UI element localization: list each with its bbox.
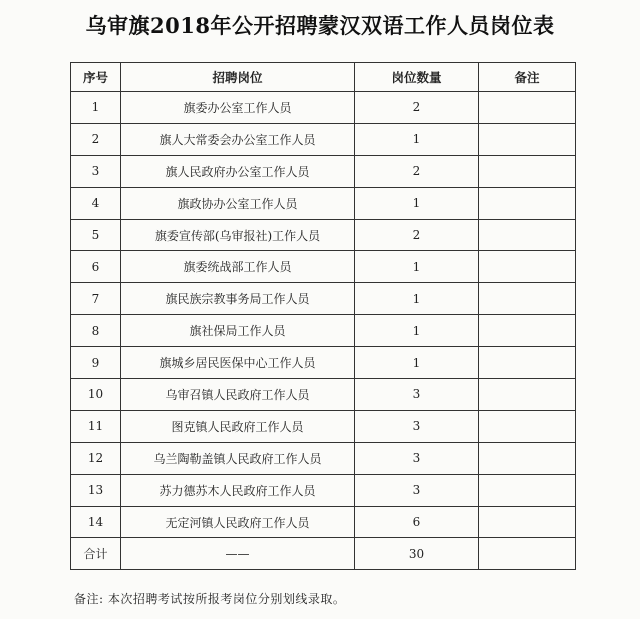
row-count: 1 — [355, 347, 479, 379]
row-position: 旗政协办公室工作人员 — [121, 187, 355, 219]
footnote: 备注: 本次招聘考试按所报考岗位分别划线录取。 — [74, 592, 346, 606]
row-count: 1 — [355, 187, 479, 219]
table-row — [71, 283, 576, 315]
row-index: 10 — [71, 379, 121, 411]
row-position: 旗民族宗教事务局工作人员 — [121, 283, 355, 315]
row-remarks — [479, 379, 576, 411]
total-row — [71, 538, 576, 570]
row-position: 无定河镇人民政府工作人员 — [121, 506, 355, 538]
total-remarks — [479, 538, 576, 570]
header-count: 岗位数量 — [355, 63, 479, 92]
row-position: 旗人民政府办公室工作人员 — [121, 155, 355, 187]
positions-table — [70, 62, 576, 570]
row-count: 3 — [355, 442, 479, 474]
table-row — [71, 123, 576, 155]
table-row — [71, 315, 576, 347]
row-position: 乌审召镇人民政府工作人员 — [121, 379, 355, 411]
table-row — [71, 219, 576, 251]
total-label: 合计 — [71, 538, 121, 570]
row-count: 1 — [355, 251, 479, 283]
header-position: 招聘岗位 — [121, 63, 355, 92]
row-remarks — [479, 283, 576, 315]
row-count: 3 — [355, 474, 479, 506]
row-count: 2 — [355, 155, 479, 187]
row-index: 9 — [71, 347, 121, 379]
row-index: 5 — [71, 219, 121, 251]
table-header-row — [71, 63, 576, 92]
header-remarks: 备注 — [479, 63, 576, 92]
row-index: 8 — [71, 315, 121, 347]
row-count: 3 — [355, 379, 479, 411]
row-index: 1 — [71, 92, 121, 124]
table-row — [71, 155, 576, 187]
table-row — [71, 92, 576, 124]
table-row — [71, 410, 576, 442]
row-count: 1 — [355, 123, 479, 155]
row-count: 2 — [355, 219, 479, 251]
table-body — [71, 92, 576, 570]
row-position: 旗委宣传部(乌审报社)工作人员 — [121, 219, 355, 251]
row-remarks — [479, 474, 576, 506]
row-remarks — [479, 155, 576, 187]
row-position: 旗城乡居民医保中心工作人员 — [121, 347, 355, 379]
row-count: 6 — [355, 506, 479, 538]
table-row — [71, 347, 576, 379]
row-remarks — [479, 123, 576, 155]
row-count: 1 — [355, 315, 479, 347]
table-row — [71, 187, 576, 219]
row-position: 图克镇人民政府工作人员 — [121, 410, 355, 442]
row-remarks — [479, 92, 576, 124]
row-index: 12 — [71, 442, 121, 474]
row-position: 乌兰陶勒盖镇人民政府工作人员 — [121, 442, 355, 474]
row-index: 3 — [71, 155, 121, 187]
row-count: 1 — [355, 283, 479, 315]
table-row — [71, 379, 576, 411]
total-position: —— — [121, 538, 355, 570]
table-row — [71, 474, 576, 506]
row-index: 11 — [71, 410, 121, 442]
row-index: 6 — [71, 251, 121, 283]
row-remarks — [479, 219, 576, 251]
table-row — [71, 442, 576, 474]
row-remarks — [479, 315, 576, 347]
row-count: 2 — [355, 92, 479, 124]
total-count: 30 — [355, 538, 479, 570]
row-position: 旗人大常委会办公室工作人员 — [121, 123, 355, 155]
row-index: 2 — [71, 123, 121, 155]
row-remarks — [479, 347, 576, 379]
row-remarks — [479, 187, 576, 219]
row-position: 旗委统战部工作人员 — [121, 251, 355, 283]
row-position: 旗社保局工作人员 — [121, 315, 355, 347]
row-remarks — [479, 410, 576, 442]
row-index: 14 — [71, 506, 121, 538]
row-remarks — [479, 251, 576, 283]
page-title: 乌审旗2018年公开招聘蒙汉双语工作人员岗位表 — [85, 13, 555, 38]
row-position: 苏力德苏木人民政府工作人员 — [121, 474, 355, 506]
row-index: 4 — [71, 187, 121, 219]
row-count: 3 — [355, 410, 479, 442]
table-row — [71, 251, 576, 283]
table-row — [71, 506, 576, 538]
header-index: 序号 — [71, 63, 121, 92]
row-index: 7 — [71, 283, 121, 315]
row-remarks — [479, 442, 576, 474]
row-position: 旗委办公室工作人员 — [121, 92, 355, 124]
row-remarks — [479, 506, 576, 538]
row-index: 13 — [71, 474, 121, 506]
